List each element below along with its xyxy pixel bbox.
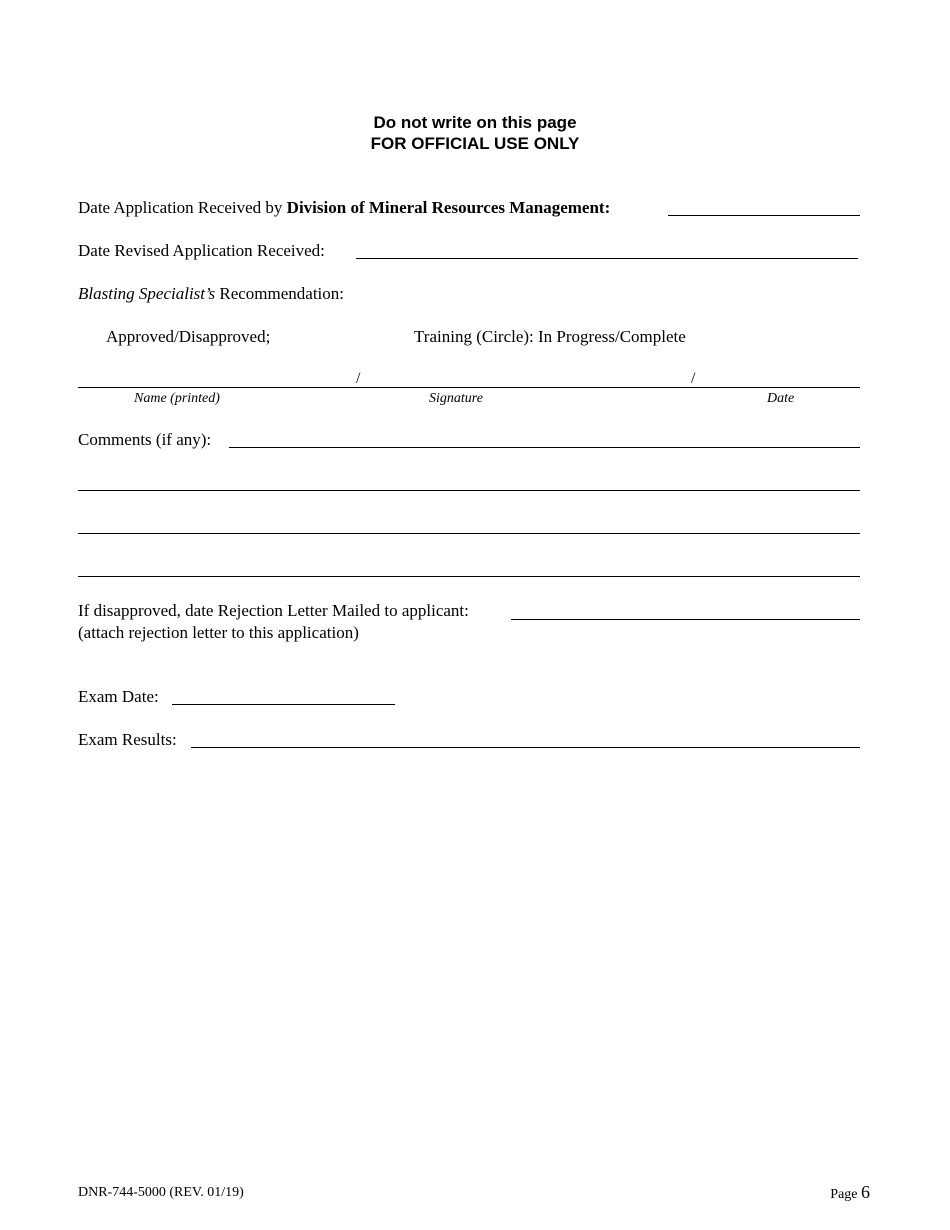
training-label: Training (Circle): In Progress/Complete xyxy=(414,327,686,346)
page-indicator xyxy=(830,1182,870,1205)
exam-date-label: Exam Date: xyxy=(78,687,159,706)
rejection-note: (attach rejection letter to this application) xyxy=(78,623,359,642)
date-revised-label: Date Revised Application Received: xyxy=(78,241,325,260)
rejection-label: If disapproved, date Rejection Letter Mailed to applicant: xyxy=(78,601,469,620)
blasting-specialist-label: Blasting Specialist’s xyxy=(78,284,216,303)
signature-slash-2: / xyxy=(691,370,696,387)
header-line-1: Do not write on this page xyxy=(373,113,577,132)
page-label: Page xyxy=(830,1187,861,1202)
approved-disapproved-label: Approved/Disapproved; xyxy=(106,327,271,346)
exam-date-field[interactable] xyxy=(172,704,395,705)
comments-field-line-4[interactable] xyxy=(78,576,860,577)
rejection-date-field[interactable] xyxy=(511,619,860,620)
header-line-2: FOR OFFICIAL USE ONLY xyxy=(370,134,580,153)
exam-results-field[interactable] xyxy=(191,747,860,748)
exam-results-label: Exam Results: xyxy=(78,730,177,749)
comments-field-line-2[interactable] xyxy=(78,490,860,491)
date-received-label xyxy=(78,198,610,218)
recommendation-label: Recommendation: xyxy=(215,284,344,303)
recommendation-heading xyxy=(78,284,344,304)
date-received-field[interactable] xyxy=(668,215,860,216)
name-printed-caption: Name (printed) xyxy=(134,391,220,406)
comments-field-line-3[interactable] xyxy=(78,533,860,534)
signature-slash-1: / xyxy=(356,370,361,387)
date-received-prefix: Date Application Received by xyxy=(78,198,287,217)
date-caption: Date xyxy=(767,391,795,406)
comments-field-line-1[interactable] xyxy=(229,447,860,448)
signature-caption: Signature xyxy=(429,391,483,406)
date-revised-field[interactable] xyxy=(356,258,858,259)
comments-label: Comments (if any): xyxy=(78,430,212,449)
page-number: 6 xyxy=(861,1182,870,1202)
signature-line-field[interactable] xyxy=(78,387,860,388)
division-name: Division of Mineral Resources Management: xyxy=(286,198,611,217)
form-number: DNR-744-5000 (REV. 01/19) xyxy=(78,1185,244,1200)
